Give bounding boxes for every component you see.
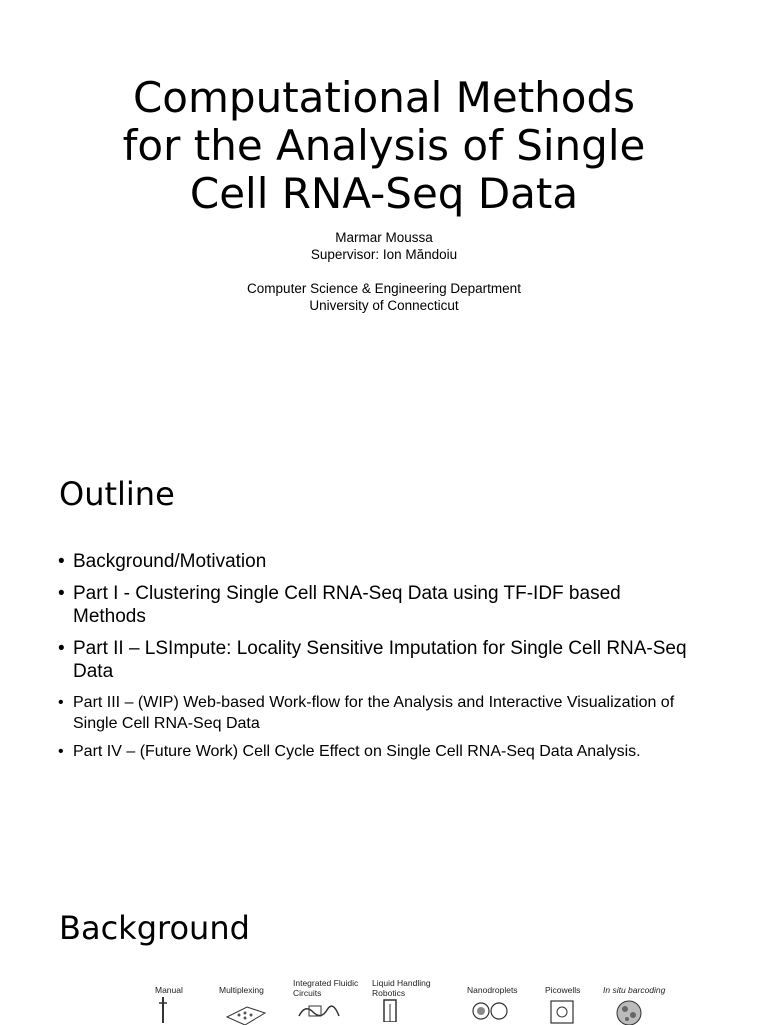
title-line: Computational Methods: [132, 73, 636, 122]
method-label: In situ barcoding: [603, 985, 666, 995]
robot-icon: [372, 998, 412, 1022]
outline-heading: Outline: [59, 475, 175, 513]
outline-item: • Part III – (WIP) Web-based Work-flow for the Analysis and Interactive Visualization of Single Cell RNA-Seq Data: [58, 692, 698, 734]
method-label: Multiplexing: [219, 985, 264, 995]
method-multiplexing: [219, 985, 269, 1025]
method-picowells: [545, 985, 585, 1025]
outline-item: • Part I - Clustering Single Cell RNA-Seq Data using TF-IDF based Methods: [58, 582, 698, 628]
supervisor-name: Supervisor: Ion Măndoiu: [310, 247, 458, 262]
outline-item: • Background/Motivation: [58, 550, 698, 573]
method-integrated-fluidic-circuits: [293, 978, 363, 1022]
droplet-icon: [467, 995, 513, 1025]
tissue-icon: [603, 995, 653, 1025]
fluidic-circuit-icon: [293, 998, 343, 1022]
outline-item: • Part IV – (Future Work) Cell Cycle Effect on Single Cell RNA-Seq Data Analysis.: [58, 741, 698, 762]
background-heading: Background: [59, 909, 250, 947]
method-in-situ-barcoding: [603, 985, 665, 1025]
university-name: University of Connecticut: [309, 298, 459, 313]
method-label: Liquid Handling Robotics: [372, 978, 431, 998]
outline-item: • Part II – LSImpute: Locality Sensitive Imputation for Single Cell RNA-Seq Data: [58, 637, 698, 683]
method-label: Manual: [155, 985, 183, 995]
pipette-icon: [155, 995, 185, 1025]
method-nanodroplets: [467, 985, 518, 1025]
cell-isolation-methods-figure: [95, 976, 695, 1024]
outline-list: [58, 550, 698, 769]
title-line: for the Analysis of Single: [122, 121, 646, 170]
method-manual: [155, 985, 185, 1025]
method-label: Integrated Fluidic Circuits: [293, 978, 359, 998]
affiliation-block: [0, 280, 768, 314]
method-label: Nanodroplets: [467, 985, 518, 995]
well-plate-icon: [219, 995, 269, 1025]
picowell-icon: [545, 995, 585, 1025]
author-name: Marmar Moussa: [335, 230, 433, 245]
method-label: Picowells: [545, 985, 581, 995]
author-block: [0, 229, 768, 263]
title-line: Cell RNA-Seq Data: [189, 169, 579, 218]
slide-title: [0, 74, 768, 218]
department-name: Computer Science & Engineering Department: [247, 281, 521, 296]
method-liquid-handling-robotics: [372, 978, 442, 1022]
